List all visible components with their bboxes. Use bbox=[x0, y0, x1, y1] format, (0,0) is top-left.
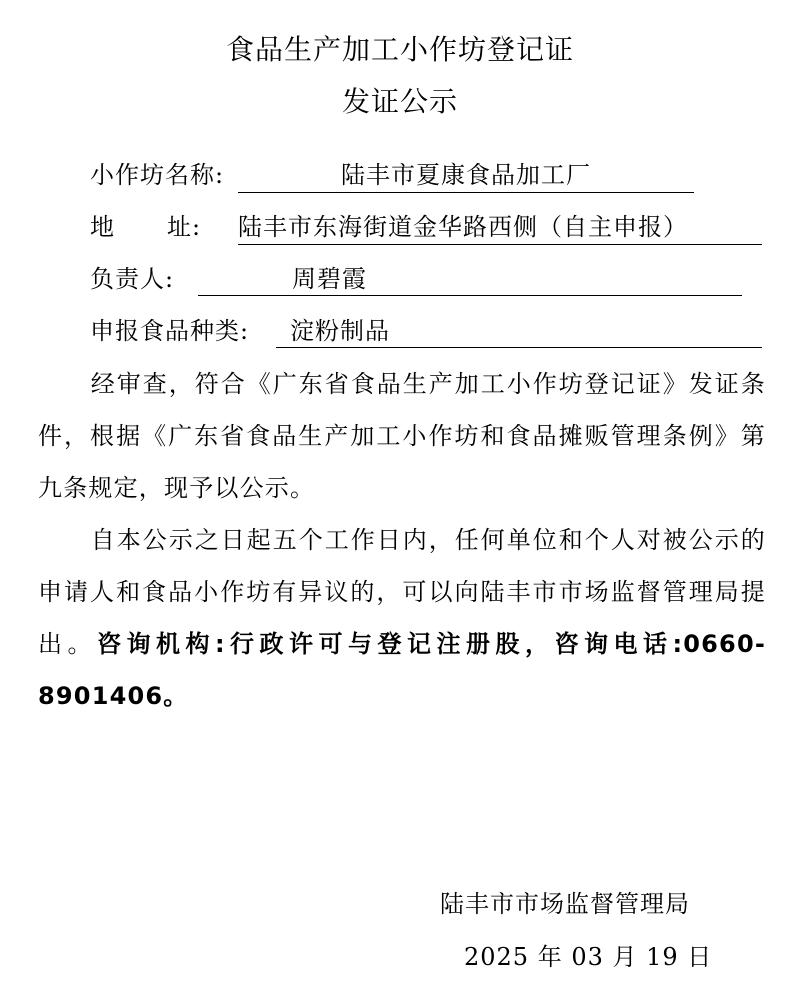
person-label: 负责人: bbox=[90, 265, 175, 293]
category-value: 淀粉制品 bbox=[276, 314, 762, 348]
review-paragraph bbox=[38, 358, 766, 514]
notice-subtitle: 发证公示 bbox=[341, 85, 458, 118]
address-label bbox=[90, 210, 201, 244]
workshop-name-label: 小作坊名称: bbox=[90, 161, 225, 189]
address-value: 陆丰市东海街道金华路西侧（自主申报） bbox=[238, 210, 762, 245]
person-value: 周碧霞 bbox=[198, 262, 742, 296]
notice-title: 食品生产加工小作坊登记证 bbox=[225, 33, 574, 66]
issue-date: 2025 年 03 月 19 日 bbox=[464, 943, 713, 971]
review-text: 经审查，符合《广东省食品生产加工小作坊登记证》发证条件，根据《广东省食品生产加工小作坊和食品摊贩管理条例》第九条规定，现予以公示。 bbox=[38, 370, 766, 502]
contact-info: 咨询机构:行政许可与登记注册股，咨询电话:0660-8901406。 bbox=[38, 630, 767, 710]
workshop-name-value: 陆丰市夏康食品加工厂 bbox=[238, 158, 694, 193]
address-label-b: 址: bbox=[167, 213, 202, 241]
objection-text: 自本公示之日起五个工作日内，任何单位和个人对被公示的申请人和食品小作坊有异议的，可以向陆丰市市场监督管理局提出。 bbox=[38, 526, 766, 658]
issuing-authority: 陆丰市市场监督管理局 bbox=[440, 890, 690, 918]
category-label: 申报食品种类: bbox=[90, 317, 250, 345]
objection-paragraph bbox=[38, 514, 766, 722]
address-label-a: 地 bbox=[90, 213, 115, 241]
